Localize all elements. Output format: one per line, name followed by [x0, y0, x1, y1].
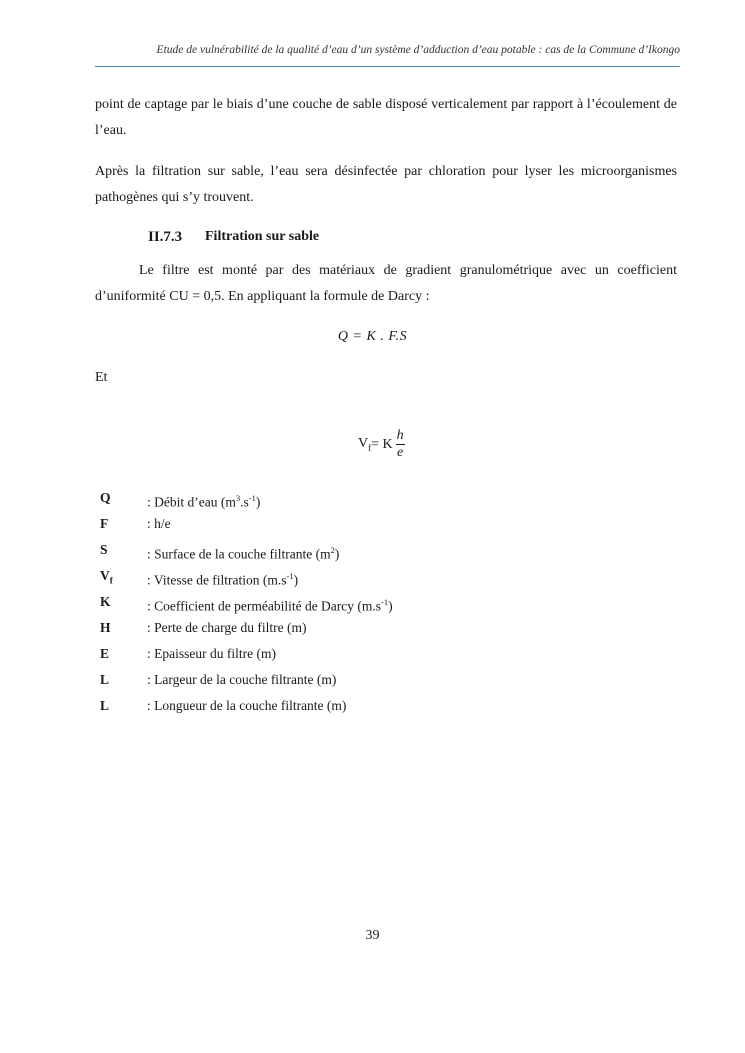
connector-et: Et	[95, 370, 108, 385]
legend-description: : Longueur de la couche filtrante (m)	[147, 698, 347, 713]
legend-description: : Vitesse de filtration $(m.s^{-1})$	[147, 571, 299, 588]
legend-row	[100, 644, 393, 670]
legend-description: : Surface de la couche filtrante $(m^2)$	[147, 545, 340, 562]
legend-symbol: L	[100, 698, 110, 713]
symbol-legend	[100, 488, 393, 722]
legend-symbol: S	[100, 542, 108, 557]
legend-row	[100, 488, 393, 514]
legend-symbol: F	[100, 516, 109, 531]
legend-symbol: $V_f$	[100, 568, 113, 586]
section-title: Filtration sur sable	[205, 229, 320, 244]
running-header: Etude de vulnérabilité de la qualité d’eau d’un système d’adduction d’eau potable : cas de la Commune d’Ikongo	[156, 44, 680, 56]
legend-row	[100, 540, 393, 566]
fraction-h-over-e	[396, 428, 405, 461]
legend-symbol: K	[100, 594, 111, 609]
fraction-numerator: h	[396, 428, 404, 443]
legend-row	[100, 514, 393, 540]
legend-description: : h/e	[147, 516, 171, 531]
paragraph-captage: point de captage par le biais d’une couche de sable disposé verticalement par rapport à l’écoulement de l’eau.	[95, 97, 677, 138]
page-number: 39	[365, 928, 380, 943]
legend-symbol: E	[100, 646, 110, 661]
paragraph-filtre: Le filtre est monté par des matériaux de gradient granulométrique avec un coefficient d’uniformité CU = 0,5. En appliquant la formule de Darcy :	[95, 263, 677, 304]
legend-description: : Perte de charge du filtre (m)	[147, 620, 307, 635]
paragraph-chloration: Après la filtration sur sable, l’eau sera désinfectée par chloration pour lyser les microorganismes pathogènes qui s’y trouvent.	[95, 164, 677, 205]
section-number: II.7.3	[148, 229, 183, 245]
header-rule	[95, 66, 680, 67]
legend-description: : Débit d’eau $(m^3.s^{-1})$	[147, 493, 261, 510]
fraction-denominator: e	[397, 445, 404, 460]
legend-row	[100, 618, 393, 644]
legend-symbol: Q	[100, 490, 111, 505]
legend-description: : Largeur de la couche filtrante (m)	[147, 672, 337, 687]
velocity-formula	[358, 428, 405, 461]
legend-row	[100, 566, 393, 592]
legend-description: : Epaisseur du filtre (m)	[147, 646, 276, 661]
legend-row	[100, 696, 393, 722]
velocity-mid: = K	[371, 436, 393, 452]
darcy-formula: Q = K . F.S	[337, 329, 408, 344]
velocity-lhs: $V_f$	[358, 436, 372, 453]
legend-symbol: H	[100, 620, 111, 635]
legend-row	[100, 670, 393, 696]
legend-row	[100, 592, 393, 618]
legend-description: : Coefficient de perméabilité de Darcy $(m.s^{-1})$	[147, 597, 393, 614]
legend-symbol: L	[100, 672, 110, 687]
